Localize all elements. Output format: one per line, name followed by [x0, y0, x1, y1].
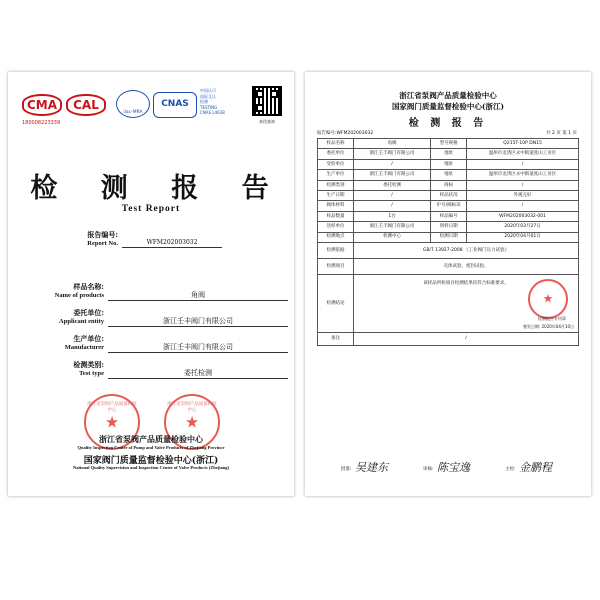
row-label: 样品名称: [318, 139, 354, 149]
items-label: 检测项目: [318, 258, 354, 274]
remark-label: 备注: [318, 332, 354, 345]
basis-label: 检测依据: [318, 242, 354, 258]
row-value: 角阀: [354, 139, 431, 149]
field-value-product: 角阀: [108, 290, 288, 301]
remark-value: /: [354, 332, 579, 345]
row-value: 外观完好: [467, 190, 579, 200]
row-value: 委托检测: [354, 180, 431, 190]
approve-label: 批准:: [341, 467, 352, 472]
cal-logo: CAL: [66, 94, 106, 116]
row-value: 2020年04月01日: [467, 232, 579, 242]
table-row: [318, 139, 579, 149]
row-value: Q215T-10P DN15: [467, 139, 579, 149]
review-signature: 陈宝逸: [437, 461, 470, 474]
table-row: [318, 211, 579, 221]
field-row-applicant: 委托单位: Applicant entity: [59, 308, 104, 325]
row-label: 生产日期: [318, 190, 354, 200]
issue-date: 签发日期: 2020年04月10日: [523, 324, 574, 330]
row-label: 地址: [431, 159, 467, 169]
row-value: 浙江壬丰阀门有限公司: [354, 222, 431, 232]
table-row: [318, 180, 579, 190]
row-label: 到样日期: [431, 222, 467, 232]
detail-report-no: 报告编号:WFM202003032: [317, 131, 374, 136]
row-value: 温州市龙湾区永中街道度山工业区: [467, 149, 579, 159]
field-row-test-type: 检测类别: Test type: [73, 360, 104, 377]
qr-caption: 真伪查询: [259, 119, 275, 124]
report-cover-page: [8, 72, 294, 496]
center-stamp-2: 浙江省泵阀产品质量检验中心 ★: [164, 394, 220, 450]
row-label: 地址: [431, 170, 467, 180]
field-row-product: 样品名称: Name of products: [54, 282, 104, 299]
row-value: 浙江壬丰阀门有限公司: [354, 149, 431, 159]
table-row: [318, 149, 579, 159]
row-label: 样品编号: [431, 211, 467, 221]
row-label: 受检单位: [318, 159, 354, 169]
table-row: [318, 201, 579, 211]
table-row: [318, 274, 579, 332]
row-value: /: [354, 159, 431, 169]
footer-cn-2: 国家阀门质量监督检验中心(浙江): [83, 456, 219, 466]
field-value-applicant: 浙江壬丰阀门有限公司: [108, 316, 288, 327]
row-value: /: [354, 201, 431, 211]
table-row: [318, 332, 579, 345]
detail-page-info: 共 2 页 第 1 页: [546, 131, 577, 136]
row-label: 检测类别: [318, 180, 354, 190]
center-stamp-1: 浙江省泵阀产品质量检验中心 ★: [84, 394, 140, 450]
conclusion-label: 检测结论: [318, 274, 354, 332]
row-label: 样品数量: [318, 211, 354, 221]
row-label: 生产单位: [318, 170, 354, 180]
report-detail-page: [305, 72, 591, 496]
field-value-manufacturer: 浙江壬丰阀门有限公司: [108, 342, 288, 353]
items-value: 壳体试验、密封试验。: [354, 258, 579, 274]
row-label: 商标: [431, 180, 467, 190]
cert-number: 180008223339: [22, 120, 61, 126]
conclusion-text: 该样品所检项目检测结果均符合标准要求。: [423, 280, 509, 286]
row-label: 送样单位: [318, 222, 354, 232]
cma-logo: CMA: [22, 94, 62, 116]
row-label: 检测日期: [431, 232, 467, 242]
footer-cn-1: 浙江省泵阀产品质量检验中心: [99, 434, 203, 444]
report-seal: ★: [528, 279, 568, 319]
approve-signature: 吴建东: [355, 461, 388, 474]
row-value: /: [467, 180, 579, 190]
field-value-test-type: 委托检测: [108, 368, 288, 379]
row-label: 样品状况: [431, 190, 467, 200]
basis-value: GB/T 13927-2008 《工业阀门压力试验》: [354, 242, 579, 258]
row-label: 检测地点: [318, 232, 354, 242]
footer-en-2: National Quality Supervision and Inspection Center of Valve Products (Zhejiang): [73, 465, 229, 470]
row-value: 2020年03月27日: [467, 222, 579, 232]
ilac-logo: ilac-MRA: [116, 90, 150, 118]
main-inspector-signature: 金鹏程: [519, 461, 552, 474]
report-no-value: WFM202003032: [122, 237, 222, 248]
cover-title-cn: 检 测 报 告: [30, 173, 286, 204]
row-value: /: [354, 190, 431, 200]
detail-header-2: 国家阀门质量监督检验中心(浙江): [391, 102, 505, 111]
row-label: 炉号/阀标识: [431, 201, 467, 211]
detail-title: 检 测 报 告: [408, 118, 488, 129]
footer-en-1: Quality Inspection Center of Pump and Valve Products of Zhejiang Province: [77, 445, 225, 450]
field-row-manufacturer: 生产单位: Manufacturer: [64, 334, 104, 351]
review-label: 审核:: [423, 467, 434, 472]
cnas-text-block: 中国认可 国际互认 检测 TESTING CNAS L4638: [200, 88, 225, 115]
seal-caption: 检测报告专用章: [538, 316, 566, 322]
table-row: [318, 190, 579, 200]
report-table: [317, 138, 579, 346]
table-row: [318, 232, 579, 242]
cnas-logo: CNAS: [153, 92, 197, 118]
table-row: [318, 258, 579, 274]
row-value: 浙江壬丰阀门有限公司: [354, 170, 431, 180]
row-label: 阀体材料: [318, 201, 354, 211]
table-row: [318, 242, 579, 258]
row-label: 型号规格: [431, 139, 467, 149]
detail-header-1: 浙江省泵阀产品质量检验中心: [399, 91, 497, 100]
row-value: /: [467, 201, 579, 211]
row-value: 1台: [354, 211, 431, 221]
table-row: [318, 222, 579, 232]
conclusion-cell: [354, 274, 579, 332]
qr-code[interactable]: [252, 86, 282, 116]
cover-title-en: Test Report: [121, 204, 181, 214]
main-inspector-label: 主检:: [505, 467, 516, 472]
row-value: WFM202003032-001: [467, 211, 579, 221]
table-row: [318, 170, 579, 180]
row-value: 检测中心: [354, 232, 431, 242]
row-label: 委托单位: [318, 149, 354, 159]
table-row: [318, 159, 579, 169]
report-no-block: 报告编号: Report No.: [87, 230, 118, 247]
row-value: 温州市龙湾区永中街道度山工业区: [467, 170, 579, 180]
row-value: /: [467, 159, 579, 169]
row-label: 地址: [431, 149, 467, 159]
